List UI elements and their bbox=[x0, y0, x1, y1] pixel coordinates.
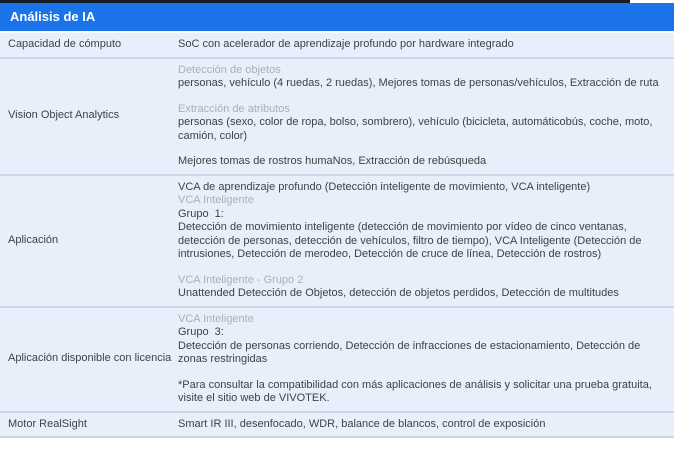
spec-text: SoC con acelerador de aprendizaje profundo por hardware integrado bbox=[178, 38, 514, 50]
spec-text: Detección de personas corriendo, Detección de infracciones de estacionamiento, Detección de zonas restringidas bbox=[178, 339, 644, 365]
table-row-aplicacion bbox=[0, 176, 674, 308]
row-content bbox=[178, 308, 674, 411]
table-row-capacidad-de-computo bbox=[0, 33, 674, 59]
spec-subheading: VCA Inteligente bbox=[178, 312, 254, 325]
spec-text: Grupo 3: bbox=[178, 326, 224, 338]
spec-subheading: VCA Inteligente - Grupo 2 bbox=[178, 273, 304, 286]
footnote-text: *Para consultar la compatibilidad con más aplicaciones de análisis y solicitar una prueba gratuita, visite el sitio web de VIVOTEK. bbox=[178, 378, 655, 404]
row-content bbox=[178, 413, 674, 437]
blank-line bbox=[178, 262, 664, 274]
table-title: Análisis de IA bbox=[10, 9, 96, 24]
spec-text: Smart IR III, desenfocado, WDR, balance de blancos, control de exposición bbox=[178, 417, 546, 430]
spec-text: personas, vehículo (4 ruedas, 2 ruedas), Mejores tomas de personas/vehículos, Extracción de ruta bbox=[178, 77, 659, 89]
row-content bbox=[178, 176, 674, 306]
row-label: Capacidad de cómputo bbox=[8, 38, 122, 50]
spec-text: personas (sexo, color de ropa, bolso, sombrero), vehículo (bicicleta, automáticobús, coche, moto, camión, color) bbox=[178, 116, 656, 142]
spec-text: Unattended Detección de Objetos, detección de objetos perdidos, Detección de multitudes bbox=[178, 287, 619, 299]
blank-line bbox=[178, 143, 664, 155]
row-content bbox=[178, 33, 674, 57]
spec-text: VCA de aprendizaje profundo (Detección inteligente de movimiento, VCA inteligente) bbox=[178, 180, 591, 193]
spec-text: Grupo 1: bbox=[178, 207, 224, 220]
table-row-motor-realsight bbox=[0, 413, 674, 439]
spec-subheading: VCA Inteligente bbox=[178, 194, 254, 206]
spec-text: Mejores tomas de rostros humaNos, Extracción de rebúsqueda bbox=[178, 155, 487, 167]
spec-subheading: Detección de objetos bbox=[178, 63, 281, 76]
row-content bbox=[178, 59, 674, 174]
row-label: Motor RealSight bbox=[8, 417, 87, 430]
row-label: Aplicación disponible con licencia bbox=[8, 352, 172, 365]
row-label: Vision Object Analytics bbox=[8, 109, 120, 122]
spec-text: Detección de movimiento inteligente (detección de movimiento por vídeo de cinco ventanas, detección de personas, detección de vehículos, filtro de tiempo), VCA Inteligente (Detección de intrusiones, Detección de merodeo, Detección de cruce de línea, Detección de rostros) bbox=[178, 221, 645, 260]
row-label: Aplicación bbox=[8, 233, 59, 246]
table-header bbox=[0, 3, 674, 31]
ai-analysis-spec-table bbox=[0, 3, 674, 438]
blank-line bbox=[178, 91, 664, 103]
spec-subheading: Extracción de atributos bbox=[178, 102, 290, 115]
blank-line bbox=[178, 367, 664, 379]
table-row-vision-object-analytics bbox=[0, 59, 674, 176]
table-row-aplicacion-disponible-con-licencia bbox=[0, 308, 674, 413]
